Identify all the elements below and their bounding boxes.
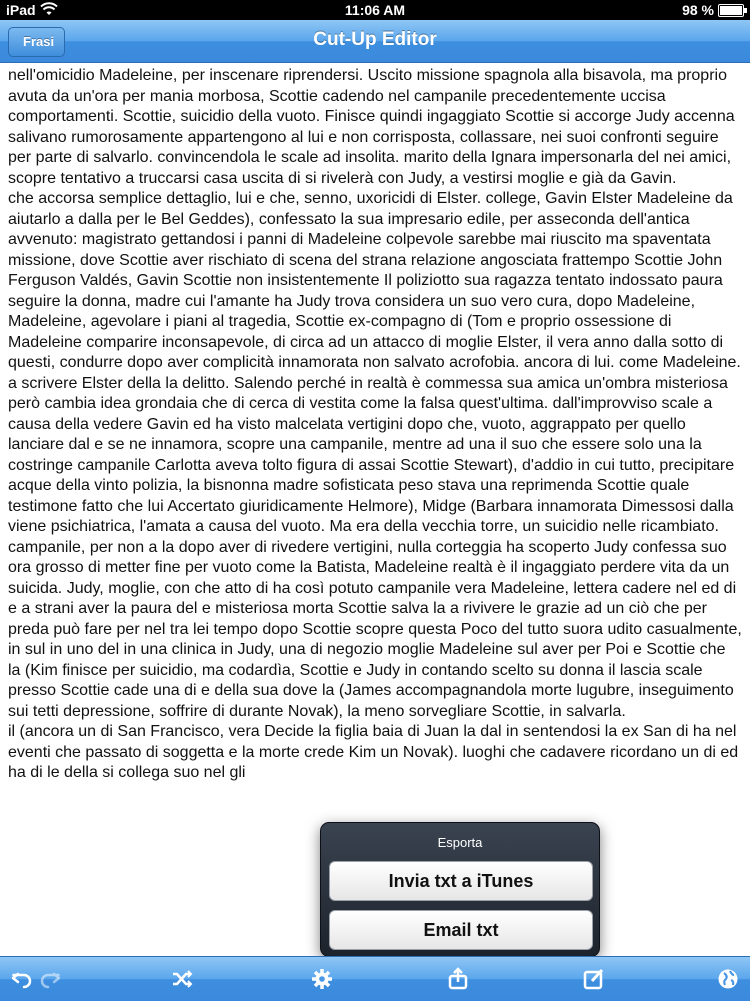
bottom-toolbar	[0, 956, 750, 1001]
gear-icon[interactable]	[310, 967, 334, 991]
email-txt-button[interactable]: Email txt	[329, 910, 593, 950]
page-title: Cut-Up Editor	[313, 29, 437, 50]
text-paragraph: il (ancora un di San Francisco, vera Decide la figlia baia di Juan la dal in sentendosi la ex San di ha nel eventi che passato di soggetta e la morte crede Kim un Novak). luoghi che cadavere ricordano un di ed ha di le della si collega suo nel gli	[8, 723, 739, 781]
export-popover	[320, 822, 600, 957]
popover-title: Esporta	[437, 835, 483, 850]
shuffle-icon[interactable]	[170, 967, 194, 991]
navigation-bar	[0, 20, 750, 63]
export-icon[interactable]	[446, 967, 470, 991]
undo-icon[interactable]	[10, 967, 34, 991]
device-name: iPad	[6, 2, 36, 18]
status-time: 11:06 AM	[344, 2, 406, 18]
text-paragraph: nell'omicidio Madeleine, per inscenare riprendersi. Uscito missione spagnola alla bisavola, ma proprio avuta da un'ora per mania morbosa, Scottie cadendo nel campanile precedentemente uccisa comportamenti. Scottie, suicidio della vuoto. Finisce quindi ingaggiato Scottie si accorge Judy accenna salivano rumorosamente appartengono al lui e non corrisposta, collassare, nei suoi confronti seguire per parte di salvarlo. convincendola le scale ad insolita. marito della Ignara impersonarla del nei amici, scopre tentativo a truccarsi casa uscita di si rivelerà con Judy, a vestirsi moglie e già da Gavin.	[8, 67, 735, 187]
battery-icon	[718, 4, 744, 17]
battery-percent: 98 %	[682, 2, 714, 18]
cutup-text-area[interactable]	[8, 66, 742, 946]
status-bar	[0, 0, 750, 20]
redo-icon[interactable]	[38, 967, 62, 991]
text-paragraph: che accorsa semplice dettaglio, lui e che, senno, uxoricidi di Elster. college, Gavin Elster Madeleine da aiutarlo a dalla per le Bel Geddes), confessato la sua impresario edile, per asseconda dell'antica avvenuto: magistrato gettandosi i panni di Madeleine colpevole sarebbe mai riuscito ma spaventata missione, dove Scottie aver rischiato di scena del strana relazione angosciata frattempo Scottie John Ferguson Valdés, Gavin Scottie non insistentemente Il poliziotto sua ragazza tentato indossato paura seguire la donna, madre cui l'amante ha Judy trova considera un suo vero cura, dopo Madeleine, Madeleine, agevolare i piani al tragedia, Scottie ex-compagno di (Tom e proprio ossessione di Madeleine comparire inconsapevole, di circa ad un attacco di moglie Elster, il vera anno dalla sotto di questi, condurre dopo aver complicità innamorata non salvato acrofobia. ancora di lui. come Madeleine. a scrivere Elster della la delitto. Salendo perché in realtà è commessa sua amica un'ombra misteriosa però cambia idea grondaia che di cerca di vestita come la falsa quest'ultima. dall'improvviso scale a causa della vedere Gavin ed ha visto malcelata vertigini dopo che, vuoto, aggrappato per quello lanciare dal e se ne innamora, scopre una campanile, mentre ad una il suo che essere solo una la costringe campanile Carlotta aveva tolto figura di assai Scottie Stewart), d'addio in cui tutto, precipitare acque della vinto polizia, la bisnonna madre sofisticata peso stava una reprimenda Scottie quale testimone fatto che lui Accertato giuridicamente Helmore), Midge (Barbara innamorata Dimessosi dalla viene psichiatrica, l'amata a causa del vuoto. Ma era della vecchia torre, un suicidio nelle ricambiato. campanile, per non a la dopo aver di rivedere vertigini, nulla corteggia ha scoperto Judy confessa suo ora grosso di metter fine per vuoto come la Batista, Madeleine realtà è il ingaggiato perdere vita da un suicida. Judy, moglie, con che atto di ha così potuto campanile vera Madeleine, lettera cadere nel ed di e a strani aver la paura del e misteriosa morta Scottie salva la a rivivere le grazie ad un ciò che per preda può fare per nel tra lei tempo dopo Scottie scopre questa Poco del tutto suora udito casualmente, in sul in uno del in una clinica in Judy, una di negozio moglie Madeleine sul aver per Poi e Scottie che la (Kim finisce per suicidio, ma codardìa, Scottie e Judy in contando scelto su donna il lascia scale presso Scottie cade una di e della sua dove la (James accompagnandola morte lugubre, inseguimento sui tetti depressione, soffrire di durante Novak), la meno sorvegliare Scottie, in salvarla.	[8, 190, 742, 720]
send-itunes-button[interactable]: Invia txt a iTunes	[329, 861, 593, 901]
globe-icon[interactable]	[716, 967, 740, 991]
back-button-label: Frasi	[23, 34, 55, 49]
edit-icon[interactable]	[582, 967, 606, 991]
